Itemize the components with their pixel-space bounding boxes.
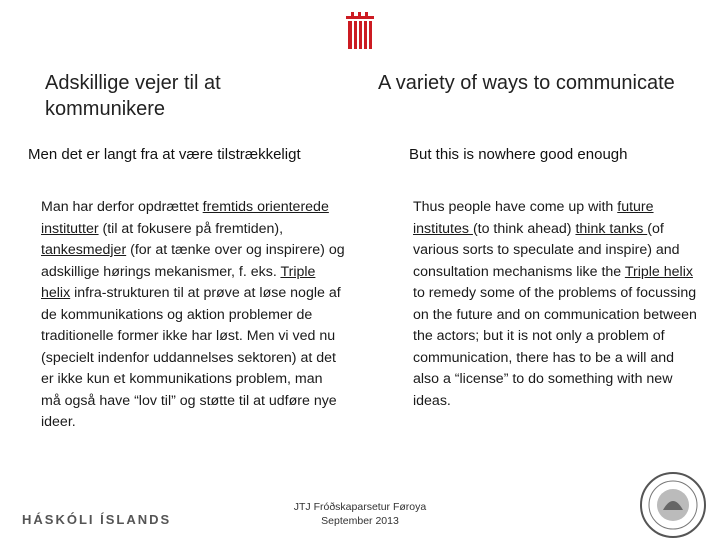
footer-line-date: September 2013 [321, 515, 399, 527]
left-body-paragraph [41, 197, 346, 434]
footer-line-author: JTJ Fróðskaparsetur Føroya [293, 501, 427, 513]
underlined-term: Triple helix [41, 263, 316, 301]
body-text-run: infra-strukturen til at prøve at løse nogle af de kommunikations og aktion problemer de traditionelle former ikke har løst. Men vi ved nu (specielt indenfor uddannelses sektoren) at det er ikke kun et kommunikations problem, man må også have “lov til” og støtte til at udføre nye ideer. [41, 285, 341, 430]
body-text-run: (to think ahead) [472, 220, 576, 237]
body-text-run: (of various sorts to speculate and inspire) and consultation mechanisms like the [413, 220, 680, 280]
body-text-run: (til at fokusere på fremtiden), [98, 220, 284, 237]
body-text-run: Man har derfor opdrættet [41, 199, 203, 215]
left-title: Adskillige vejer til at kommunikere [45, 72, 221, 120]
underlined-term: fremtids orienterede institutter [41, 199, 329, 237]
footer-caption [280, 500, 440, 528]
right-body-paragraph [413, 197, 703, 412]
body-text-run: Thus people have come up with [413, 199, 618, 215]
university-seal-icon [638, 470, 708, 540]
underlined-term: Triple helix [624, 263, 693, 280]
underlined-term: think tanks [575, 220, 648, 237]
underlined-term: tankesmedjer [41, 242, 127, 258]
left-subtitle: Men det er langt fra at være tilstrækkeligt [28, 146, 301, 163]
underlined-term: future institutes [413, 199, 654, 237]
right-subtitle: But this is nowhere good enough [409, 146, 628, 163]
right-title: A variety of ways to communicate [378, 72, 675, 94]
brand-wordmark: HÁSKÓLI ÍSLANDS [22, 512, 172, 527]
body-text-run: to remedy some of the problems of focussing on the future and on communication between the actors; but it is not only a problem of communication, there has to be a will and also a “license” to do something with new ideas. [413, 285, 697, 409]
university-emblem-icon [340, 10, 380, 54]
body-text-run: (for at tænke over og inspirere) og adskillige hørings mekanismer, f. eks. [41, 242, 345, 280]
